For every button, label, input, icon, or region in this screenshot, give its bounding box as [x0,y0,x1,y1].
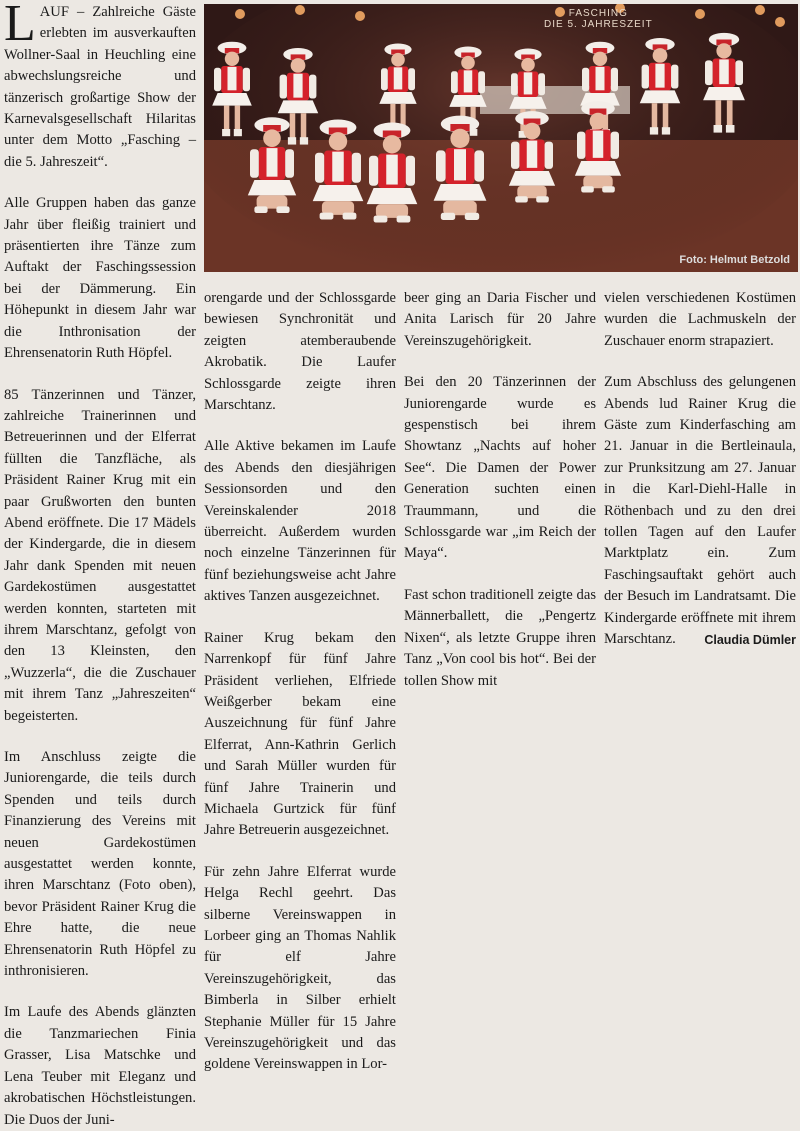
paragraph: Im Anschluss zeigte die Juniorengarde, die teils durch Spenden und teils durch Finanzierung des Vereins mit neuen Gardekostümen ausgestattet werden konnte, ihren Marschtanz (Foto oben), bevor Präsident Rainer Krug die Ehre hatte, die neue Ehrensenatorin Ruth Höpfel zu inthronisieren. [4,749,196,980]
paragraph: vielen verschiedenen Kostümen wurden die Lachmuskeln der Zuschauer enorm strapaziert. [604,290,796,349]
stage-light [775,17,785,27]
stage-light [295,5,305,15]
paragraph: beer ging an Daria Fischer und Anita Larisch für 20 Jahre Vereinszugehörigkeit. [404,290,596,349]
article-column-2 [204,288,396,1076]
paragraph: Für zehn Jahre Elferrat wurde Helga Rechl geehrt. Das silberne Vereinswappen in Lorbeer ging an Thomas Nahlik für elf Jahre Vereinszugehörigkeit, das Bimberla in Silber erhielt Stephanie Müller für 15 Jahre Vereinszugehörigkeit und das goldene Vereinswappen in Lor- [204,863,396,1073]
author-byline: Claudia Dümler [704,633,796,648]
stage-light [355,11,365,21]
dance-group-photo [204,4,798,272]
article-column-4 [604,288,796,652]
paragraph: Im Laufe des Abends glänzten die Tanzmariechen Finia Grasser, Lisa Matschke und Lena Teuber mit Eleganz und akrobatischen Höchstleistungen. Die Duos der Juni- [4,1004,196,1128]
paragraph: Rainer Krug bekam den Narrenkopf für fünf Jahre Präsident verliehen, Elfriede Weißgerber bekam eine Auszeichnung für fünf Jahre Elferrat, Ann-Kathrin Gerlich und Sarah Müller wurden für fünf Jahre Trainerin und Michaela Gurtzick für fünf Jahre Betreuerin ausgezeichnet. [204,629,396,839]
paragraph-final: Zum Abschluss des gelungenen Abends lud Rainer Krug die Gäste zum Kinderfasching am 21. Januar in die Bertleinaula, zur Prunksitzung am 27. Januar in die Karl-Diehl-Halle in Röthenbach und zu den drei tollen Tagen auf den Laufer Marktplatz ein. Zum Faschingsauftakt gehört auch der Besuch im Landratsamt. Die Kindergarde eröffnete mit ihrem Marschtanz. Claudia Dümler [604,372,796,650]
paragraph: Alle Aktive bekamen im Laufe des Abends den diesjährigen Sessionsorden und den Vereinskalender 2018 überreicht. Außerdem wurden noch einzelne Tänzerinnen für fünf beziehungsweise acht Jahre aktives Tanzen ausgezeichnet. [204,438,396,605]
stage-light [755,5,765,15]
stage-light [235,9,245,19]
paragraph: Bei den 20 Tänzerinnen der Juniorengarde wurde es gespenstisch bei ihrem Showtanz „Nachts auf hoher See“. Die Damen der Power Generation suchten einen Traummann, und die Schlossgarde war „im Reich der Maya“. [404,374,596,562]
photo-illustration [204,4,798,272]
paragraph: orengarde und der Schlossgarde bewiesen Synchronität und zeigten atemberaubende Akrobatik. Die Laufer Schlossgarde zeigte ihren Marschtanz. [204,290,396,414]
paragraph: Fast schon traditionell zeigte das Männerballett, die „Pengertz Nixen“, als letzte Gruppe ihren Tanz „Von cool bis hot“. Bei der tollen Show mit [404,586,596,689]
paragraph-lead: LAUF – Zahlreiche Gäste erlebten im ausverkauften Wollner-Saal in Heuchling eine abwechslungsreiche und tänzerisch großartige Show der Karnevalsgesellschaft Hilaritas unter dem Motto „Fasching – die 5. Jahreszeit“. [4,0,196,170]
stage-light [695,9,705,19]
paragraph: Alle Gruppen haben das ganze Jahr über fleißig trainiert und präsentierten ihre Tänze zum Auftakt der Faschingssession bei der Dämmerung. Ein Höhepunkt in diesem Jahr war die Inthronisation der Ehrensenatorin Ruth Höpfel. [4,195,196,362]
article-column-3 [404,288,596,692]
paragraph: 85 Tänzerinnen und Tänzer, zahlreiche Trainerinnen und Betreuerinnen und der Elferrat füllten die Tanzfläche, als Präsident Rainer Krug mit ein paar Grußworten den bunten Abend eröffnete. Die 17 Mädels der Kindergarde, die in diesem Jahr dank Spenden mit neuen Gardekostümen ausgestattet werden konnten, starteten mit ihrem Marschtanz, gefolgt von den 13 Kleinsten, den „Wuzzerla“, die die Zuschauer mit ihrem Tanz „Jahreszeiten“ begeisterten. [4,386,196,724]
drop-cap: L [4,0,36,52]
article-column-1 [4,2,196,1131]
stage-banner: FASCHING DIE 5. JAHRESZEIT [544,8,653,30]
photo-credit: Foto: Helmut Betzold [679,254,790,266]
